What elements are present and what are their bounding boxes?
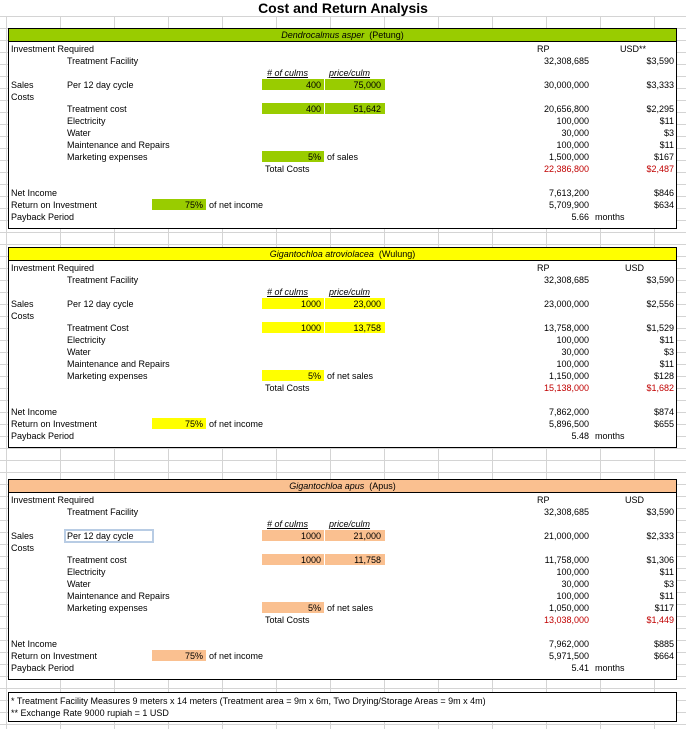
maintenance-label: Maintenance and Repairs — [67, 359, 170, 369]
treatment-usd: $1,529 — [646, 323, 674, 333]
investment-label: Investment Required — [11, 495, 95, 505]
roi-usd: $634 — [653, 200, 674, 210]
costs-label: Costs — [11, 543, 35, 553]
species-header-band — [9, 248, 676, 260]
marketing-pct: 5% — [307, 371, 321, 381]
total-costs-rp: 13,038,000 — [543, 615, 589, 625]
footnote-exchange-rate: ** Exchange Rate 9000 rupiah = 1 USD — [11, 708, 169, 718]
roi-of: of net income — [209, 200, 264, 210]
treatment-facility-label: Treatment Facility — [67, 56, 139, 66]
water-label: Water — [67, 347, 91, 357]
treatment-cost-label: Treatment Cost — [67, 323, 129, 333]
price-header: price/culm — [329, 519, 371, 529]
sales-price: 21,000 — [353, 531, 381, 541]
treatment-culms: 1000 — [300, 323, 321, 333]
net-income-rp: 7,613,200 — [548, 188, 589, 198]
treatment-usd: $1,306 — [646, 555, 674, 565]
electricity-label: Electricity — [67, 567, 106, 577]
species-header-band — [9, 480, 676, 492]
treatment-cost-label: Treatment cost — [67, 104, 127, 114]
roi-label: Return on Investment — [11, 651, 98, 661]
sales-price: 23,000 — [353, 299, 381, 309]
usd-header: USD — [625, 495, 645, 505]
electricity-usd: $11 — [659, 567, 674, 577]
marketing-usd: $128 — [653, 371, 674, 381]
payback-unit: months — [595, 212, 625, 222]
treatment-culms: 400 — [305, 104, 321, 114]
roi-rp: 5,896,500 — [548, 419, 589, 429]
roi-usd: $664 — [653, 651, 674, 661]
costs-label: Costs — [11, 92, 35, 102]
sales-culms: 1000 — [300, 531, 321, 541]
electricity-label: Electricity — [67, 335, 106, 345]
payback-label: Payback Period — [11, 212, 75, 222]
net-income-usd: $846 — [653, 188, 674, 198]
water-rp: 30,000 — [561, 347, 589, 357]
usd-header: USD** — [620, 44, 647, 54]
species-name: Dendrocalmus asper — [281, 30, 365, 40]
water-usd: $3 — [663, 128, 674, 138]
payback-value: 5.48 — [571, 431, 589, 441]
sales-rp: 30,000,000 — [543, 80, 589, 90]
treatment-facility-usd: $3,590 — [646, 56, 674, 66]
price-header: price/culm — [329, 68, 371, 78]
maintenance-label: Maintenance and Repairs — [67, 140, 170, 150]
roi-rp: 5,709,900 — [548, 200, 589, 210]
payback-value: 5.66 — [571, 212, 589, 222]
species-common-name: (Wulung) — [378, 249, 416, 259]
treatment-usd: $2,295 — [646, 104, 674, 114]
sales-label: Sales — [11, 299, 34, 309]
marketing-of: of net sales — [327, 371, 374, 381]
total-costs-label: Total Costs — [265, 383, 310, 393]
species-common-name: (Apus) — [369, 481, 396, 491]
species-header — [9, 248, 676, 260]
roi-of: of net income — [209, 651, 264, 661]
total-costs-rp: 22,386,800 — [543, 164, 589, 174]
marketing-usd: $117 — [654, 603, 674, 613]
treatment-cost-label: Treatment cost — [67, 555, 127, 565]
sales-usd: $2,556 — [646, 299, 674, 309]
marketing-rp: 1,150,000 — [548, 371, 589, 381]
rp-header: RP — [537, 495, 550, 505]
treatment-rp: 11,758,000 — [544, 555, 589, 565]
footnote-treatment-facility: * Treatment Facility Measures 9 meters x 14 meters (Treatment area = 9m x 6m, Two Drying/Storage Areas = 9m x 4m) — [11, 696, 486, 706]
maintenance-usd: $11 — [659, 140, 674, 150]
electricity-rp: 100,000 — [556, 567, 589, 577]
maintenance-usd: $11 — [659, 591, 674, 601]
rp-header: RP — [537, 263, 550, 273]
treatment-facility-usd: $3,590 — [646, 507, 674, 517]
treatment-facility-label: Treatment Facility — [67, 275, 139, 285]
treatment-rp: 13,758,000 — [543, 323, 589, 333]
footnotes — [8, 692, 677, 722]
total-costs-usd: $2,487 — [646, 164, 674, 174]
net-income-usd: $874 — [653, 407, 674, 417]
maintenance-rp: 100,000 — [556, 591, 589, 601]
roi-of: of net income — [209, 419, 264, 429]
roi-pct: 75% — [184, 419, 203, 429]
marketing-pct: 5% — [307, 603, 321, 613]
marketing-usd: $167 — [653, 152, 674, 162]
treatment-facility-rp: 32,308,685 — [543, 507, 589, 517]
roi-label: Return on Investment — [11, 419, 98, 429]
cycle-label: Per 12 day cycle — [67, 531, 134, 541]
section-apus — [8, 479, 677, 680]
payback-label: Payback Period — [11, 663, 75, 673]
marketing-label: Marketing expenses — [67, 603, 148, 613]
section-wulung — [8, 247, 677, 448]
total-costs-usd: $1,449 — [646, 615, 674, 625]
roi-rp: 5,971,500 — [548, 651, 589, 661]
culms-header: # of culms — [267, 68, 309, 78]
electricity-usd: $11 — [659, 335, 674, 345]
sales-usd: $3,333 — [646, 80, 674, 90]
cycle-label: Per 12 day cycle — [67, 299, 134, 309]
treatment-rp: 20,656,800 — [543, 104, 589, 114]
sales-rp: 21,000,000 — [543, 531, 589, 541]
payback-unit: months — [595, 431, 625, 441]
cycle-label: Per 12 day cycle — [67, 80, 134, 90]
roi-usd: $655 — [653, 419, 674, 429]
electricity-usd: $11 — [659, 116, 674, 126]
treatment-facility-rp: 32,308,685 — [543, 275, 589, 285]
payback-value: 5.41 — [571, 663, 589, 673]
total-costs-usd: $1,682 — [646, 383, 674, 393]
marketing-of: of sales — [327, 152, 359, 162]
roi-label: Return on Investment — [11, 200, 98, 210]
culms-header: # of culms — [267, 287, 309, 297]
net-income-rp: 7,862,000 — [548, 407, 589, 417]
page-title: Cost and Return Analysis — [0, 0, 686, 16]
sales-label: Sales — [11, 531, 34, 541]
net-income-label: Net Income — [11, 639, 58, 649]
costs-label: Costs — [11, 311, 35, 321]
water-rp: 30,000 — [561, 128, 589, 138]
maintenance-usd: $11 — [659, 359, 674, 369]
usd-header: USD — [625, 263, 645, 273]
total-costs-label: Total Costs — [265, 164, 310, 174]
sales-rp: 23,000,000 — [543, 299, 589, 309]
roi-pct: 75% — [184, 200, 203, 210]
marketing-label: Marketing expenses — [67, 371, 148, 381]
marketing-of: of net sales — [327, 603, 374, 613]
culms-header: # of culms — [267, 519, 309, 529]
sales-culms: 400 — [305, 80, 321, 90]
maintenance-label: Maintenance and Repairs — [67, 591, 170, 601]
total-costs-rp: 15,138,000 — [543, 383, 589, 393]
net-income-usd: $885 — [653, 639, 674, 649]
species-name: Gigantochloa atroviolacea — [269, 249, 374, 259]
electricity-rp: 100,000 — [556, 116, 589, 126]
species-header-band — [9, 29, 676, 41]
net-income-label: Net Income — [11, 407, 58, 417]
section-petung — [8, 28, 677, 229]
maintenance-rp: 100,000 — [556, 359, 589, 369]
water-usd: $3 — [663, 579, 674, 589]
species-header — [9, 29, 676, 41]
payback-label: Payback Period — [11, 431, 75, 441]
treatment-facility-rp: 32,308,685 — [543, 56, 589, 66]
species-header — [9, 480, 676, 492]
net-income-rp: 7,962,000 — [548, 639, 589, 649]
water-usd: $3 — [663, 347, 674, 357]
marketing-rp: 1,050,000 — [548, 603, 589, 613]
species-common-name: (Petung) — [369, 30, 404, 40]
sales-label: Sales — [11, 80, 34, 90]
sales-price: 75,000 — [353, 80, 381, 90]
treatment-facility-usd: $3,590 — [646, 275, 674, 285]
treatment-price: 11,758 — [354, 555, 381, 565]
electricity-rp: 100,000 — [556, 335, 589, 345]
payback-unit: months — [595, 663, 625, 673]
investment-label: Investment Required — [11, 263, 95, 273]
net-income-label: Net Income — [11, 188, 58, 198]
marketing-rp: 1,500,000 — [548, 152, 589, 162]
water-label: Water — [67, 128, 91, 138]
water-rp: 30,000 — [561, 579, 589, 589]
sales-usd: $2,333 — [646, 531, 674, 541]
sales-culms: 1000 — [300, 299, 321, 309]
marketing-pct: 5% — [307, 152, 321, 162]
investment-label: Investment Required — [11, 44, 95, 54]
total-costs-label: Total Costs — [265, 615, 310, 625]
price-header: price/culm — [329, 287, 371, 297]
maintenance-rp: 100,000 — [556, 140, 589, 150]
rp-header: RP — [537, 44, 550, 54]
treatment-price: 13,758 — [353, 323, 381, 333]
electricity-label: Electricity — [67, 116, 106, 126]
water-label: Water — [67, 579, 91, 589]
roi-pct: 75% — [184, 651, 203, 661]
treatment-facility-label: Treatment Facility — [67, 507, 139, 517]
treatment-culms: 1000 — [300, 555, 321, 565]
species-name: Gigantochloa apus — [289, 481, 365, 491]
marketing-label: Marketing expenses — [67, 152, 148, 162]
treatment-price: 51,642 — [353, 104, 381, 114]
